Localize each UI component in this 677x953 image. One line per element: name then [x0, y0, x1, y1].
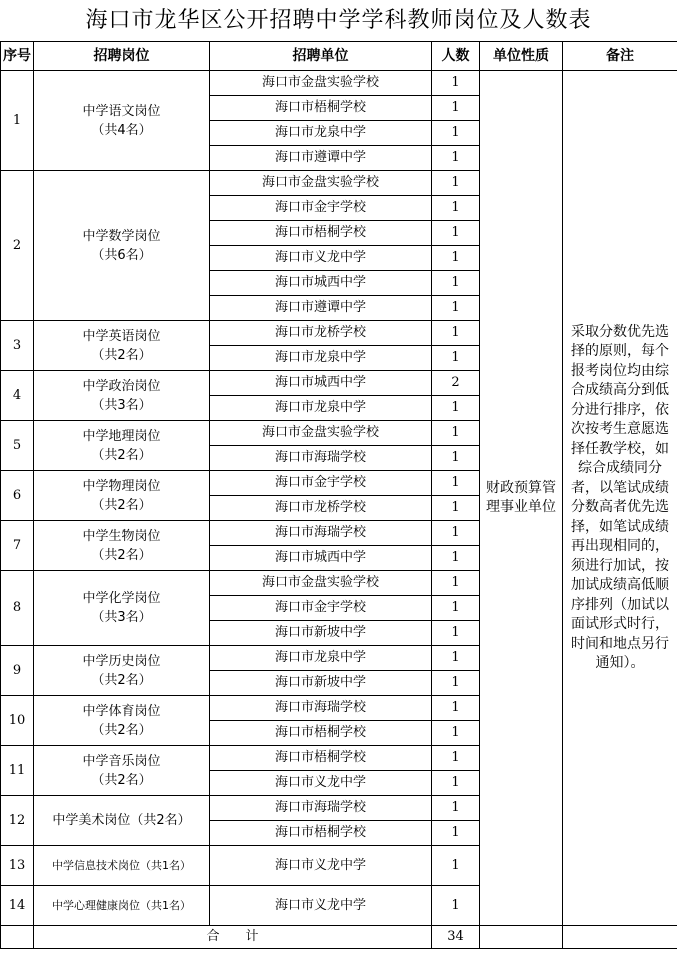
- seq-cell: 6: [1, 471, 34, 521]
- total-label: 合 计: [34, 926, 432, 949]
- unit-cell: 海口市龙泉中学: [210, 346, 432, 371]
- count-cell: 1: [432, 521, 480, 546]
- position-label: 中学数学岗位: [82, 228, 161, 244]
- unit-cell: 海口市龙泉中学: [210, 121, 432, 146]
- position-label: 中学物理岗位: [82, 478, 161, 494]
- count-cell: 1: [432, 346, 480, 371]
- total-seq-cell: [1, 926, 34, 949]
- unit-cell: 海口市梧桐学校: [210, 96, 432, 121]
- count-cell: 2: [432, 371, 480, 396]
- position-label: 中学生物岗位: [82, 528, 161, 544]
- count-cell: 1: [432, 71, 480, 96]
- position-label: （共2名）: [91, 772, 152, 788]
- unit-cell: 海口市城西中学: [210, 371, 432, 396]
- unit-cell: 海口市龙桥学校: [210, 496, 432, 521]
- total-nature-cell: [480, 926, 563, 949]
- seq-cell: 3: [1, 321, 34, 371]
- count-cell: 1: [432, 771, 480, 796]
- position-cell: [34, 886, 210, 926]
- count-cell: 1: [432, 171, 480, 196]
- position-cell: [34, 796, 210, 846]
- unit-cell: 海口市龙泉中学: [210, 646, 432, 671]
- unit-cell: 海口市龙桥学校: [210, 321, 432, 346]
- position-cell: [34, 321, 210, 371]
- position-label: （共2名）: [91, 547, 152, 563]
- header-nature: 单位性质: [480, 42, 563, 71]
- remark-cell: 采取分数优先选择的原则，每个报考岗位均由综合成绩高分到低分进行排序，依次按考生意愿选择任教学校，如综合成绩同分者，以笔试成绩分数高者优先选择，如笔试成绩再出现相同的，须进行加试，按加试成绩高低顺序排列（加试以面试形式时行，时间和地点另行通知）。: [563, 71, 677, 926]
- position-label: 中学美术岗位（共2名）: [52, 813, 191, 828]
- unit-cell: 海口市金盘实验学校: [210, 71, 432, 96]
- count-cell: 1: [432, 471, 480, 496]
- header-position: 招聘岗位: [34, 42, 210, 71]
- seq-cell: 12: [1, 796, 34, 846]
- seq-cell: 5: [1, 421, 34, 471]
- position-label: （共2名）: [91, 347, 152, 363]
- count-cell: 1: [432, 646, 480, 671]
- count-cell: 1: [432, 696, 480, 721]
- header-unit: 招聘单位: [210, 42, 432, 71]
- unit-cell: 海口市金盘实验学校: [210, 171, 432, 196]
- count-cell: 1: [432, 596, 480, 621]
- count-cell: 1: [432, 246, 480, 271]
- position-cell: [34, 571, 210, 646]
- count-cell: 1: [432, 571, 480, 596]
- count-cell: 1: [432, 96, 480, 121]
- unit-cell: 海口市梧桐学校: [210, 746, 432, 771]
- position-label: （共2名）: [91, 672, 152, 688]
- count-cell: 1: [432, 421, 480, 446]
- position-cell: [34, 421, 210, 471]
- position-label: 中学信息技术岗位（共1名）: [52, 859, 191, 872]
- page-title: 海口市龙华区公开招聘中学学科教师岗位及人数表: [85, 8, 592, 33]
- count-cell: 1: [432, 821, 480, 846]
- seq-cell: 14: [1, 886, 34, 926]
- count-cell: 1: [432, 271, 480, 296]
- count-cell: 1: [432, 196, 480, 221]
- position-label: 中学历史岗位: [82, 653, 161, 669]
- unit-cell: 海口市新坡中学: [210, 621, 432, 646]
- unit-cell: 海口市遵谭中学: [210, 296, 432, 321]
- seq-cell: 2: [1, 171, 34, 321]
- count-cell: 1: [432, 746, 480, 771]
- position-label: （共3名）: [91, 610, 152, 625]
- count-cell: 1: [432, 846, 480, 886]
- position-cell: [34, 846, 210, 886]
- table-body: [1, 71, 677, 949]
- unit-cell: 海口市义龙中学: [210, 771, 432, 796]
- position-label: 中学英语岗位: [82, 328, 161, 344]
- position-cell: [34, 521, 210, 571]
- position-label: （共2名）: [91, 447, 152, 463]
- position-label: （共6名）: [91, 247, 152, 263]
- position-cell: [34, 171, 210, 321]
- unit-cell: 海口市金宇学校: [210, 471, 432, 496]
- position-cell: [34, 646, 210, 696]
- total-count: 34: [432, 926, 480, 949]
- count-cell: 1: [432, 721, 480, 746]
- unit-cell: 海口市义龙中学: [210, 886, 432, 926]
- count-cell: 1: [432, 496, 480, 521]
- count-cell: 1: [432, 296, 480, 321]
- count-cell: 1: [432, 321, 480, 346]
- count-cell: 1: [432, 621, 480, 646]
- count-cell: 1: [432, 671, 480, 696]
- seq-cell: 4: [1, 371, 34, 421]
- total-remark-cell: [563, 926, 677, 949]
- unit-cell: 海口市义龙中学: [210, 846, 432, 886]
- position-label: 中学体育岗位: [82, 703, 161, 719]
- unit-cell: 海口市海瑞学校: [210, 696, 432, 721]
- count-cell: 1: [432, 221, 480, 246]
- header-row: [1, 42, 677, 71]
- seq-cell: 11: [1, 746, 34, 796]
- unit-cell: 海口市义龙中学: [210, 246, 432, 271]
- table-row: [1, 71, 677, 96]
- count-cell: 1: [432, 146, 480, 171]
- unit-cell: 海口市海瑞学校: [210, 446, 432, 471]
- unit-cell: 海口市梧桐学校: [210, 721, 432, 746]
- unit-cell: 海口市新坡中学: [210, 671, 432, 696]
- position-cell: [34, 471, 210, 521]
- seq-cell: 7: [1, 521, 34, 571]
- unit-cell: 海口市城西中学: [210, 271, 432, 296]
- unit-cell: 海口市海瑞学校: [210, 796, 432, 821]
- seq-cell: 13: [1, 846, 34, 886]
- unit-cell: 海口市城西中学: [210, 546, 432, 571]
- count-cell: 1: [432, 121, 480, 146]
- unit-cell: 海口市遵谭中学: [210, 146, 432, 171]
- position-cell: [34, 696, 210, 746]
- header-seq: 序号: [1, 42, 34, 71]
- position-label: （共4名）: [91, 122, 152, 138]
- count-cell: 1: [432, 546, 480, 571]
- seq-cell: 10: [1, 696, 34, 746]
- position-label: 中学地理岗位: [82, 428, 161, 444]
- nature-cell: 财政预算管理事业单位: [480, 71, 563, 926]
- count-cell: 1: [432, 446, 480, 471]
- seq-cell: 1: [1, 71, 34, 171]
- position-label: 中学政治岗位: [82, 378, 161, 394]
- total-row: [1, 926, 677, 949]
- position-label: （共2名）: [91, 497, 152, 513]
- position-label: （共2名）: [91, 722, 152, 738]
- unit-cell: 海口市金宇学校: [210, 196, 432, 221]
- position-label: 中学化学岗位: [82, 591, 161, 606]
- unit-cell: 海口市梧桐学校: [210, 821, 432, 846]
- count-cell: 1: [432, 886, 480, 926]
- unit-cell: 海口市金宇学校: [210, 596, 432, 621]
- position-label: （共3名）: [91, 397, 152, 413]
- seq-cell: 8: [1, 571, 34, 646]
- count-cell: 1: [432, 396, 480, 421]
- unit-cell: 海口市金盘实验学校: [210, 571, 432, 596]
- position-cell: [34, 71, 210, 171]
- position-label: 中学语文岗位: [82, 103, 161, 119]
- position-label: 中学心理健康岗位（共1名）: [52, 899, 191, 912]
- header-count: 人数: [432, 42, 480, 71]
- seq-cell: 9: [1, 646, 34, 696]
- unit-cell: 海口市海瑞学校: [210, 521, 432, 546]
- position-cell: [34, 371, 210, 421]
- header-remark: 备注: [563, 42, 677, 71]
- recruitment-table: [0, 41, 677, 949]
- unit-cell: 海口市金盘实验学校: [210, 421, 432, 446]
- position-cell: [34, 746, 210, 796]
- unit-cell: 海口市龙泉中学: [210, 396, 432, 421]
- count-cell: 1: [432, 796, 480, 821]
- position-label: 中学音乐岗位: [82, 753, 161, 769]
- unit-cell: 海口市梧桐学校: [210, 221, 432, 246]
